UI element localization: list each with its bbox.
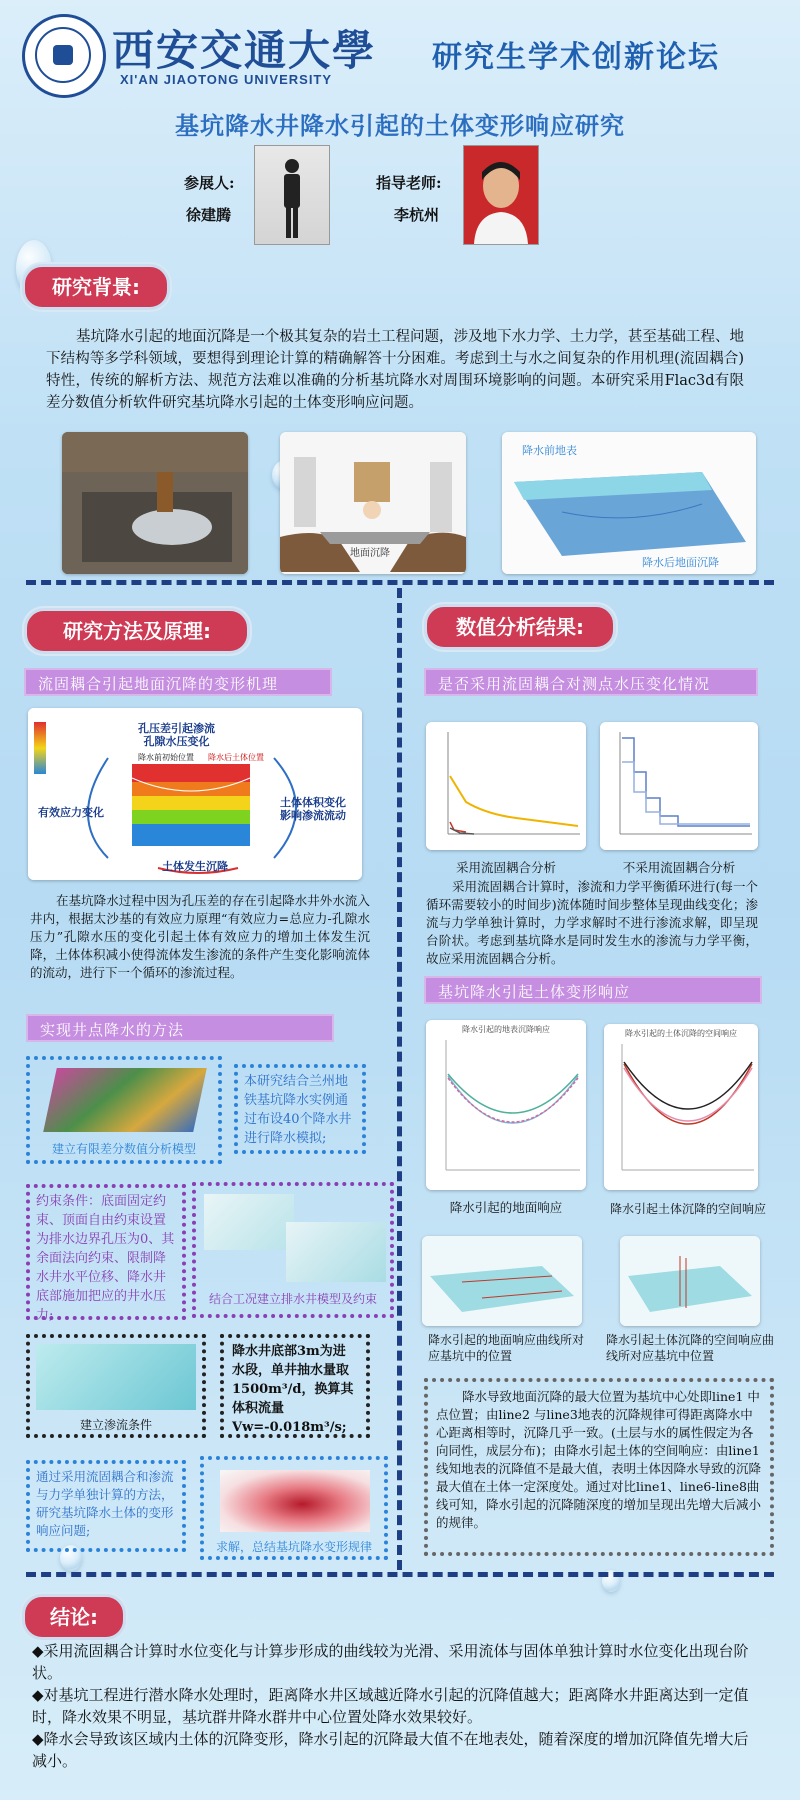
method-sub1-bar: 流固耦合引起地面沉降的变形机理 (24, 668, 332, 696)
diagram-label-right: 土体体积变化 影响渗流流动 (280, 796, 346, 822)
advisor-label: 指导老师: (376, 174, 442, 192)
conclusion-item: ◆降水会导致该区域内土体的沉降变形，降水引起的沉降最大值不在地表处，随着深度的增加沉降值先增大后减小。 (32, 1730, 749, 1770)
solve-image (220, 1470, 370, 1532)
constraint-box (192, 1182, 394, 1318)
uncoupled-chart (600, 722, 758, 850)
model-label-bottom: 降水后地面沉降 (642, 556, 719, 569)
results-heading: 数值分析结果: (424, 604, 616, 650)
university-name-en: XI'AN JIAOTONG UNIVERSITY (120, 72, 333, 87)
participant-photo (254, 145, 330, 245)
conclusion-item: ◆对基坑工程进行潜水降水处理时，距离降水井区域越近降水引起的沉降值越大；距离降水井距离达到一定值时，降水效果不明显，基坑群井降水群井中心位置处降水效果较好。 (32, 1686, 749, 1726)
coupled-chart (426, 722, 586, 850)
university-name-cn: 西安交通大學 (112, 26, 377, 75)
coupled-caption: 采用流固耦合分析 (455, 860, 556, 875)
poster-title: 基坑降水井降水引起的土体变形响应研究 (175, 111, 625, 140)
participant-label: 参展人: (184, 174, 235, 192)
university-logo (22, 14, 106, 98)
divider-vertical (397, 588, 402, 1570)
advisor-photo (463, 145, 539, 245)
model-caption: 建立有限差分数值分析模型 (51, 1142, 196, 1156)
cartoon-label: 地面沉降 (350, 548, 390, 559)
model1-image (422, 1236, 582, 1326)
model-box (26, 1056, 222, 1164)
conclusion-item: ◆采用流固耦合计算时水位变化与计算步形成的曲线较为光滑、采用流体与固体单独计算时水位变化出现台阶状。 (32, 1642, 749, 1682)
diagram-label-initial: 降水前初始位置 (138, 753, 194, 762)
chart2-title: 降水引起的土体沉降的空间响应 (625, 1029, 737, 1038)
background-heading: 研究背景: (22, 264, 170, 310)
solve-caption: 求解，总结基坑降水变形规律 (215, 1540, 372, 1554)
seepage-box (26, 1334, 206, 1438)
uncoupled-caption: 不采用流固耦合分析 (622, 860, 736, 875)
solve-box (200, 1456, 388, 1560)
method-sub2-bar: 实现井点降水的方法 (26, 1014, 334, 1042)
chart1-caption: 降水引起的地面响应 (449, 1200, 563, 1215)
constraint-text: 约束条件：底面固定约束、顶面自由约束设置为排水边界孔压为0、其余面法向约束、限制降水井水平位移、降水井底部施加把应的井水压力; (26, 1184, 186, 1320)
seepage-caption: 建立渗流条件 (79, 1418, 152, 1432)
results-sub1-bar: 是否采用流固耦合对测点水压变化情况 (424, 668, 758, 696)
model2-image (620, 1236, 760, 1326)
conclusion-heading: 结论: (22, 1594, 126, 1640)
well-model-image-2 (286, 1222, 386, 1282)
well-model-image-1 (204, 1194, 294, 1250)
coupling-result-text: 采用流固耦合计算时，渗流和力学平衡循环进行(每一个循环需要较小的时间步)流体随时间步整体呈现曲线变化；渗流与力学单独计算时，力学求解时不进行渗流求解，即呈现台阶状。考虑到基坑降水是同时发生水的渗流与力学平衡，故应采用流固耦合分析。 (426, 879, 758, 966)
constraint-caption: 结合工况建立排水井模型及约束 (208, 1292, 377, 1306)
model-label-top: 降水前地表 (522, 444, 577, 457)
surface-settlement-chart (426, 1020, 586, 1190)
advisor-name: 李杭州 (394, 206, 440, 224)
settlement-cartoon (280, 432, 466, 574)
forum-title: 研究生学术创新论坛 (432, 40, 720, 75)
participant-name: 徐建腾 (186, 206, 232, 224)
fdm-model-image (43, 1068, 207, 1132)
mechanism-text: 在基坑降水过程中因为孔压差的存在引起降水井外水流入井内，根据太沙基的有效应力原理“有效应力=总应力-孔隙水压力”孔隙水压的变化引起土体有效应力的增加土体发生沉降，土体体积减小使得流体发生渗流的条件产生变化影响流体的流动，进行下一个循环的渗流过程。 (30, 893, 370, 980)
model2-caption: 降水引起土体沉降的空间响应曲线所对应基坑中位置 (606, 1333, 775, 1363)
coupling-desc: 通过采用流固耦合和渗流与力学单独计算的方法，研究基坑降水土体的变形响应问题; (26, 1460, 186, 1552)
chart2-caption: 降水引起土体沉降的空间响应 (609, 1202, 766, 1216)
spatial-settlement-chart (604, 1024, 758, 1190)
seepage-image (36, 1344, 196, 1410)
dewatering-photo (62, 432, 248, 574)
background-text: 基坑降水引起的地面沉降是一个极其复杂的岩土工程问题，涉及地下水力学、土力学，甚至基础工程、地下结构等多学科领域，要想得到理论计算的精确解答十分困难。考虑到土与水之间复杂的作用机理(流固耦合)特性，传统的解析方法、规范方法难以准确的分析基坑降水对周围环境影响的问题。本研究采用Flac3d有限差分数值分析软件研究基坑降水引起的土体变形响应问题。 (46, 329, 744, 411)
diagram-label-top: 孔压差引起渗流 孔隙水压变化 (138, 722, 215, 748)
mechanism-diagram (28, 708, 362, 880)
divider-horizontal-bottom (26, 1572, 774, 1577)
results-sub2-bar: 基坑降水引起土体变形响应 (424, 976, 762, 1004)
results-summary: 降水导致地面沉降的最大位置为基坑中心处即line1 中点位置；由line2 与line3地表的沉降规律可得距离降水中心距离相等时，沉降几乎一致。(土层与水的属性假定为各向同性，成层分布)；由降水引起土体的空间响应：由line1线知地表的沉降值不是最大值，表明土体因降水导致的沉降最大值在土体一定深度处。通过对比line1、line6-line8曲线可知，降水引起的沉降随深度的增加呈现出先增大后减小的规律。 (424, 1378, 774, 1556)
method-heading: 研究方法及原理: (24, 608, 250, 654)
model1-caption: 降水引起的地面响应曲线所对应基坑中的位置 (428, 1333, 585, 1363)
settlement-model-image (502, 432, 756, 574)
diagram-label-left: 有效应力变化 (38, 806, 104, 819)
diagram-label-after: 降水后土体位置 (208, 753, 264, 762)
well-desc: 降水井底部3m为进水段，单井抽水量取1500m³/d，换算其体积流量 Vw=-0.018m³/s; (220, 1334, 370, 1438)
model-desc: 本研究结合兰州地铁基坑降水实例通过布设40个降水井进行降水模拟; (234, 1064, 366, 1154)
diagram-label-bottom: 土体发生沉降 (162, 860, 228, 873)
divider-horizontal (26, 580, 774, 585)
chart1-title: 降水引起的地表沉降响应 (462, 1025, 550, 1034)
